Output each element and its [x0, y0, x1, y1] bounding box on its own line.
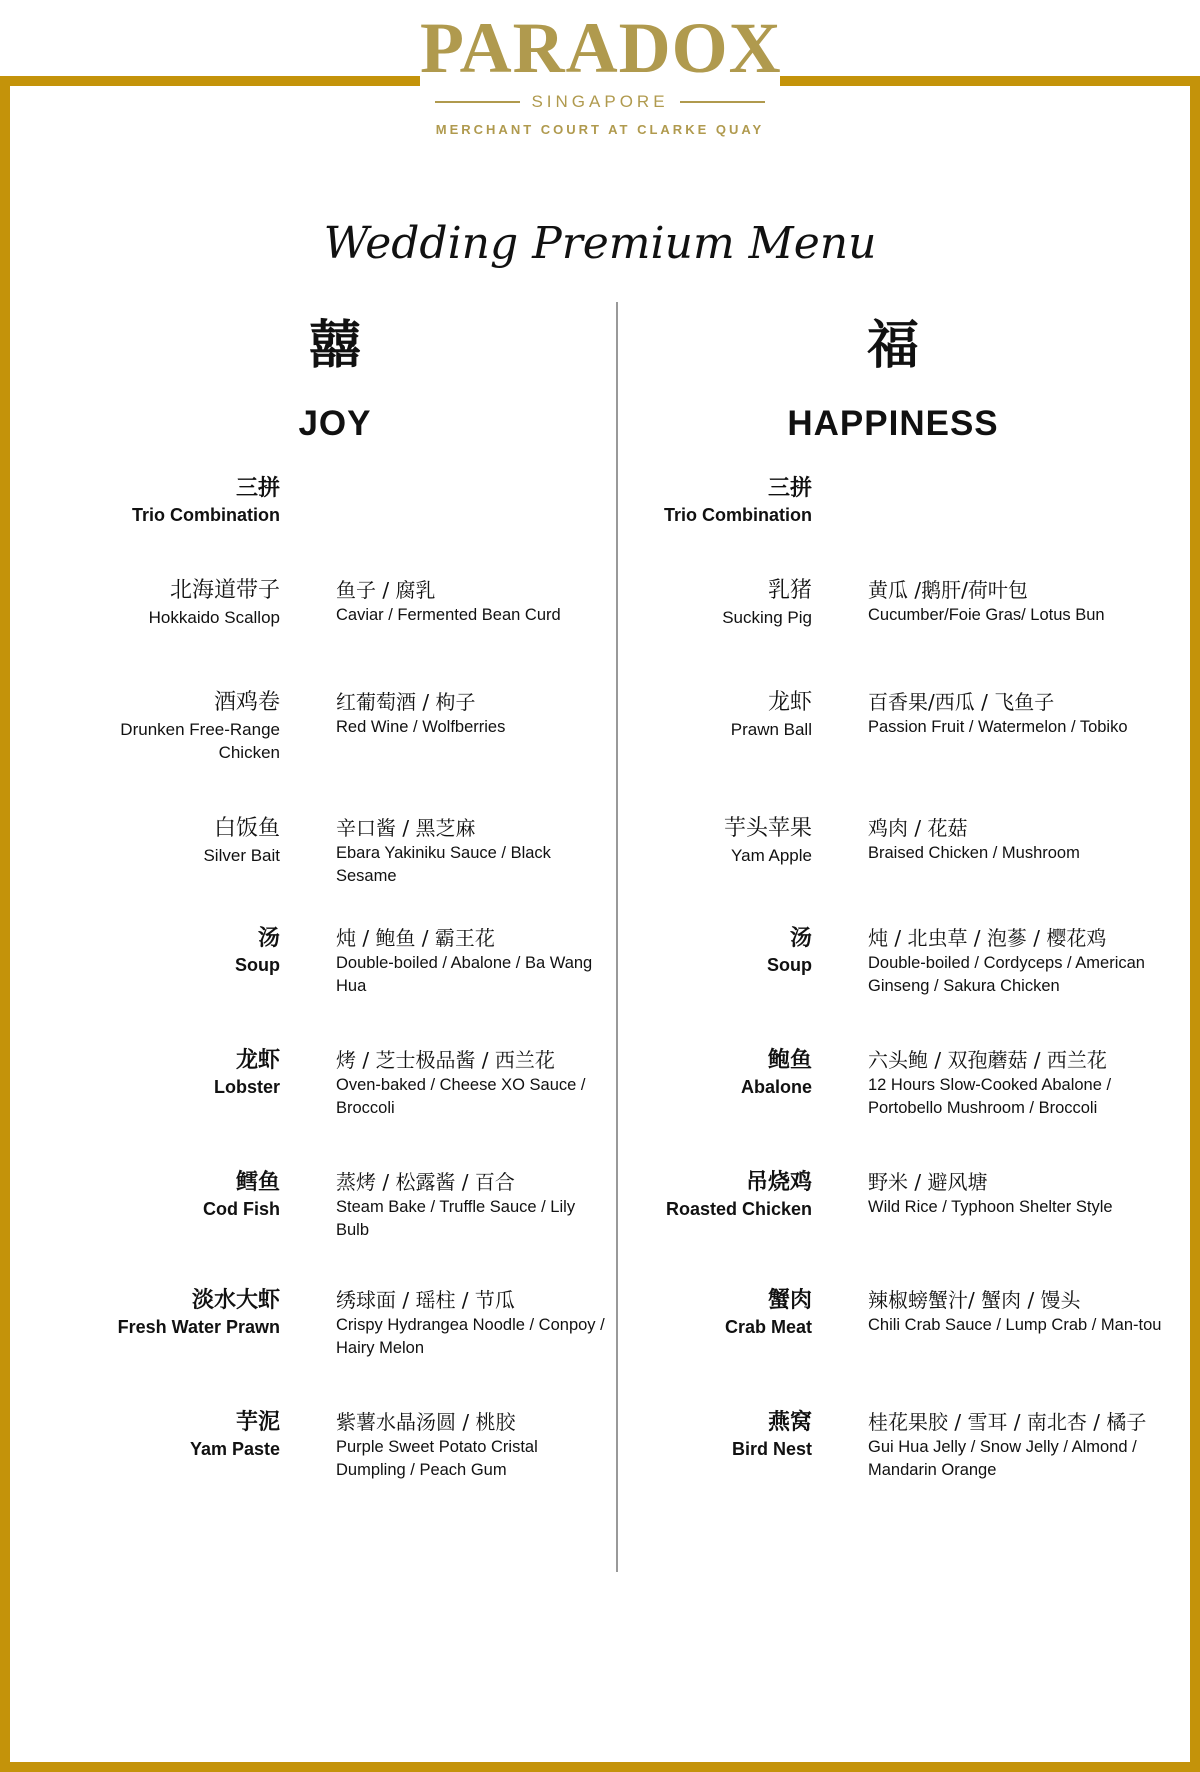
course-detail: [336, 576, 606, 627]
course-name-zh: 龙虾: [767, 690, 812, 715]
course-name: [630, 1168, 812, 1221]
course-name-en: Abalone: [740, 1077, 812, 1097]
column-heading-en: JOY: [298, 404, 372, 443]
course-name: [80, 814, 280, 867]
course-detail: [868, 924, 1168, 998]
course-detail-en: Double-boiled / Cordyceps / American Ginseng / Sakura Chicken: [868, 954, 1145, 995]
course-detail-en: Wild Rice / Typhoon Shelter Style: [868, 1198, 1113, 1216]
course-detail-en: Chili Crab Sauce / Lump Crab / Man-tou: [868, 1316, 1162, 1334]
paradox-logo: [420, 0, 780, 150]
course-detail: [336, 924, 606, 998]
course-detail: [868, 688, 1168, 739]
column-heading-joy: [125, 316, 545, 446]
course-detail: [868, 1408, 1168, 1482]
course-detail-en: Passion Fruit / Watermelon / Tobiko: [868, 718, 1128, 736]
course-detail-en: Braised Chicken / Mushroom: [868, 844, 1080, 862]
course-detail-zh: 鱼子 / 腐乳: [336, 578, 436, 602]
course-detail-en: Cucumber/Foie Gras/ Lotus Bun: [868, 606, 1105, 624]
course-name: [630, 576, 812, 629]
course-name-zh: 北海道带子: [169, 578, 280, 603]
course-name-en: Yam Apple: [731, 846, 812, 865]
course-detail: [868, 814, 1168, 865]
course-name: [80, 1168, 280, 1221]
course-name-en: Silver Bait: [203, 846, 280, 865]
course-name-en: Trio Combination: [132, 505, 280, 525]
course-name-en: Fresh Water Prawn: [117, 1317, 280, 1337]
course-detail-en: Red Wine / Wolfberries: [336, 718, 506, 736]
course-detail-zh: 野米 / 避风塘: [868, 1170, 988, 1194]
course-detail-en: Steam Bake / Truffle Sauce / Lily Bulb: [336, 1198, 576, 1239]
course-name-en: Sucking Pig: [722, 608, 812, 627]
course-detail-zh: 蒸烤 / 松露酱 / 百合: [336, 1170, 515, 1194]
course-name: [80, 688, 280, 764]
course-name-zh: 吊烧鸡: [745, 1170, 812, 1195]
course-detail-zh: 桂花果胶 / 雪耳 / 南北杏 / 橘子: [868, 1410, 1147, 1434]
course-detail-en: Crispy Hydrangea Noodle / Conpoy / Hairy Melon: [336, 1316, 605, 1357]
course-detail: [868, 1168, 1168, 1219]
course-name-zh: 龙虾: [235, 1048, 280, 1073]
course-detail-en: 12 Hours Slow-Cooked Abalone / Portobello Mushroom / Broccoli: [868, 1076, 1112, 1117]
course-detail: [336, 1286, 606, 1360]
course-name-zh: 燕窝: [767, 1410, 812, 1435]
menu-title: Wedding Premium Menu: [323, 218, 877, 269]
course-name-en: Soup: [235, 955, 280, 975]
course-detail: [336, 1168, 606, 1242]
course-name-zh: 芋头苹果: [723, 816, 812, 841]
column-heading-happiness: [683, 316, 1103, 446]
course-name: [80, 1286, 280, 1339]
course-name-zh: 三拼: [235, 476, 280, 501]
column-heading-zh: 囍: [308, 316, 361, 376]
course-name: [630, 1408, 812, 1461]
course-name-en: Cod Fish: [203, 1199, 280, 1219]
course-name: [80, 924, 280, 977]
course-detail-en: Oven-baked / Cheese XO Sauce / Broccoli: [336, 1076, 586, 1117]
course-name: [630, 1286, 812, 1339]
course-name-zh: 汤: [789, 926, 812, 951]
course-name: [80, 1046, 280, 1099]
course-name: [630, 474, 812, 527]
course-name: [80, 576, 280, 629]
course-name-zh: 芋泥: [235, 1410, 280, 1435]
course-detail-zh: 辛口酱 / 黑芝麻: [336, 816, 476, 840]
course-detail-zh: 紫薯水晶汤圆 / 桃胶: [336, 1410, 516, 1434]
course-name-en: Trio Combination: [664, 505, 812, 525]
course-name-zh: 蟹肉: [767, 1288, 812, 1313]
course-name-zh: 鲍鱼: [767, 1048, 812, 1073]
logo-location: MERCHANT COURT AT CLARKE QUAY: [435, 122, 765, 137]
course-detail: [868, 1286, 1168, 1337]
course-detail-zh: 红葡萄酒 / 枸子: [336, 690, 476, 714]
course-detail-en: Purple Sweet Potato Cristal Dumpling / Peach Gum: [336, 1438, 538, 1479]
course-name-en: Lobster: [213, 1077, 280, 1097]
course-detail: [868, 1046, 1168, 1120]
course-detail-en: Gui Hua Jelly / Snow Jelly / Almond / Mandarin Orange: [868, 1438, 1137, 1479]
column-heading-zh: 福: [866, 316, 919, 376]
course-name-en: Soup: [767, 955, 812, 975]
course-name-en: Yam Paste: [189, 1439, 280, 1459]
logo-name: PARADOX: [420, 8, 782, 88]
course-detail-zh: 炖 / 北虫草 / 泡蔘 / 樱花鸡: [868, 926, 1107, 950]
course-detail-zh: 黄瓜 /鹅肝/荷叶包: [868, 578, 1028, 602]
course-name-en: Hokkaido Scallop: [148, 608, 280, 627]
course-name-zh: 乳猪: [767, 578, 812, 603]
course-name-zh: 白饭鱼: [213, 816, 280, 841]
course-name: [80, 474, 280, 527]
column-heading-en: HAPPINESS: [787, 404, 999, 443]
column-divider: [616, 302, 618, 1572]
course-name: [80, 1408, 280, 1461]
course-name-en: Crab Meat: [724, 1317, 812, 1337]
logo-rule-right: [680, 101, 765, 103]
course-name-zh: 鳕鱼: [235, 1170, 280, 1195]
course-detail: [336, 688, 606, 739]
course-name-zh: 淡水大虾: [191, 1288, 280, 1313]
course-name-zh: 汤: [257, 926, 280, 951]
course-name-zh: 三拼: [767, 476, 812, 501]
course-detail: [868, 576, 1168, 627]
course-detail-zh: 炖 / 鲍鱼 / 霸王花: [336, 926, 495, 950]
course-detail-zh: 辣椒螃蟹汁/ 蟹肉 / 馒头: [868, 1288, 1081, 1312]
course-detail-zh: 绣球面 / 瑶柱 / 节瓜: [336, 1288, 515, 1312]
course-detail: [336, 1408, 606, 1482]
course-name-en: Bird Nest: [731, 1439, 812, 1459]
logo-city: SINGAPORE: [531, 92, 669, 111]
course-name: [630, 924, 812, 977]
course-name-en: Roasted Chicken: [665, 1199, 812, 1219]
course-detail: [336, 814, 606, 888]
course-name: [630, 688, 812, 741]
course-name-zh: 酒鸡卷: [213, 690, 280, 715]
course-name: [630, 1046, 812, 1099]
course-name-en: Drunken Free-Range Chicken: [120, 720, 280, 762]
course-detail-zh: 鸡肉 / 花菇: [868, 816, 968, 840]
course-detail: [336, 1046, 606, 1120]
course-detail-zh: 百香果/西瓜 / 飞鱼子: [868, 690, 1055, 714]
course-detail-en: Caviar / Fermented Bean Curd: [336, 606, 561, 624]
course-name-en: Prawn Ball: [730, 720, 812, 739]
course-detail-en: Double-boiled / Abalone / Ba Wang Hua: [336, 954, 593, 995]
course-detail-zh: 烤 / 芝士极品酱 / 西兰花: [336, 1048, 555, 1072]
course-detail-en: Ebara Yakiniku Sauce / Black Sesame: [336, 844, 551, 885]
course-detail-zh: 六头鲍 / 双孢蘑菇 / 西兰花: [868, 1048, 1107, 1072]
course-name: [630, 814, 812, 867]
